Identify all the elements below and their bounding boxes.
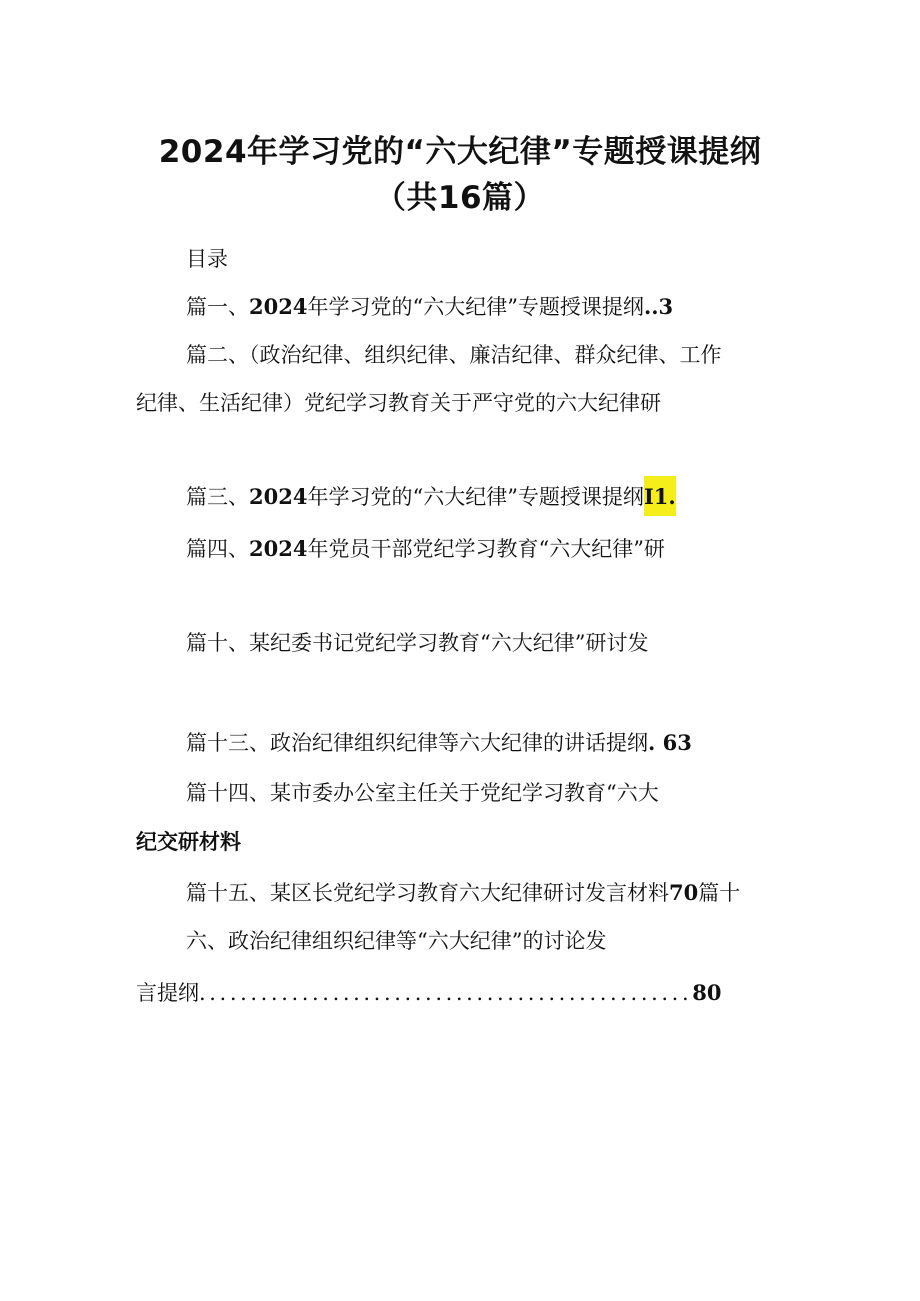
toc-entry-1[interactable]	[186, 292, 673, 322]
toc-entry-year: 2024	[249, 294, 308, 319]
toc-entry-10[interactable]: 篇十、某纪委书记党纪学习教育“六大纪律”研讨发	[186, 631, 649, 655]
toc-entry-2[interactable]: 篇二、（政治纪律、组织纪律、廉洁纪律、群众纪律、工作	[186, 343, 722, 367]
toc-entry-page: 70	[669, 880, 699, 905]
toc-entry-16-start: 篇十	[698, 881, 741, 905]
toc-entry-text: 篇十三、政治纪律组织纪律等六大纪律的讲话提纲	[186, 731, 648, 755]
toc-entry-3[interactable]	[186, 482, 676, 516]
document-title-count: （共16篇）	[374, 180, 546, 216]
toc-entry-14-continued: 纪交研材料	[136, 829, 241, 854]
toc-entry-text: 年学习党的“六大纪律”专题授课提纲	[307, 485, 644, 509]
toc-entry-text: 言提纲	[136, 981, 199, 1005]
toc-entry-year: 2024	[249, 484, 308, 509]
toc-entry-4[interactable]	[186, 534, 665, 564]
toc-entry-text: 篇十五、某区长党纪学习教育六大纪律研讨发言材料	[186, 881, 669, 905]
toc-entry-page: 80	[692, 980, 722, 1005]
toc-entry-16-continued	[136, 978, 721, 1008]
toc-entry-14[interactable]: 篇十四、某市委办公室主任关于党纪学习教育“六大	[186, 781, 659, 805]
toc-entry-page: . 63	[648, 730, 692, 755]
toc-heading: 目录	[186, 247, 228, 271]
toc-leader-dots: ................................................	[199, 981, 693, 1005]
toc-entry-prefix: 篇三、	[186, 485, 249, 509]
toc-entry-text: 年党员干部党纪学习教育“六大纪律”研	[307, 537, 665, 561]
toc-entry-page: ..3	[643, 294, 674, 319]
toc-entry-page-highlighted: I1.	[644, 476, 676, 516]
document-title: 2024年学习党的“六大纪律”专题授课提纲	[158, 134, 762, 170]
toc-entry-prefix: 篇四、	[186, 537, 249, 561]
toc-entry-2-continued: 纪律、生活纪律）党纪学习教育关于严守党的六大纪律研	[136, 391, 661, 415]
toc-entry-16[interactable]: 六、政治纪律组织纪律等“六大纪律”的讨论发	[186, 929, 607, 953]
toc-entry-text: 年学习党的“六大纪律”专题授课提纲	[307, 295, 644, 319]
toc-entry-year: 2024	[249, 536, 308, 561]
toc-entry-13[interactable]	[186, 728, 692, 758]
toc-entry-15[interactable]	[186, 878, 740, 908]
toc-entry-prefix: 篇一、	[186, 295, 249, 319]
